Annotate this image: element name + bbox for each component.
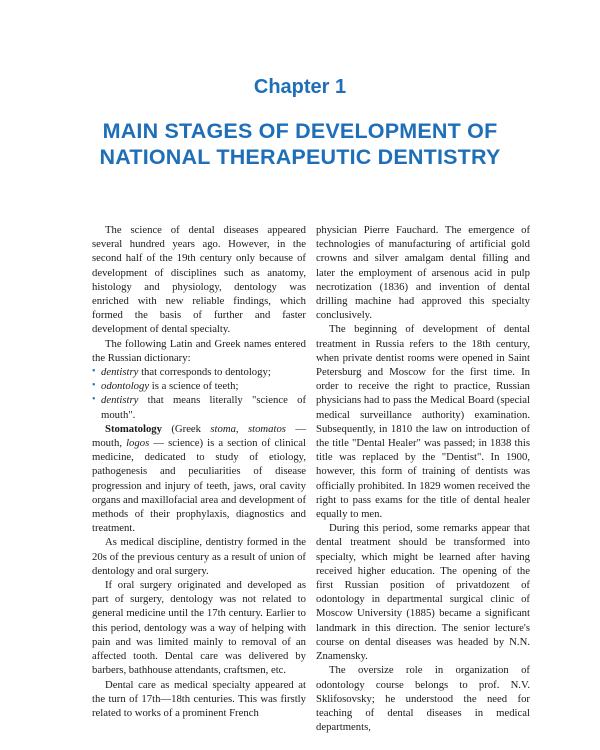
- chapter-title-line: NATIONAL THERAPEUTIC DENTISTRY: [99, 145, 501, 169]
- paragraph: Dental care as medical specialty appeared at the turn of 17th—18th centuries. This was firstly related to works of a prominent French: [92, 678, 306, 719]
- list-item: • dentistry that corresponds to dentology;: [92, 366, 271, 379]
- paragraph: Stomatology (Greek stoma, stomatos — mouth, logos — science) is a section of clinical medicine, dedicated to study of etiology, pathogenesis and peculiarities of disease progression and injury of teeth, jaws, oral cavity organs and maxillofacial area and development of methods of their prophylaxis, diagnostics and treatment.: [92, 422, 307, 535]
- chapter-label: Chapter 1: [253, 76, 347, 98]
- paragraph: During this period, some remarks appear that dental treatment should be transformed into specialty, which might be learned after having received higher education. The opening of the first Russian position of privatdozent of odontology in departmental surgical clinic of Moscow University (1885) became a significant landmark in this direction. The senior lecture's course on dental diseases was headed by N.N. Znamensky.: [316, 522, 530, 663]
- bullet-icon: •: [92, 380, 96, 392]
- chapter-title-line: MAIN STAGES OF DEVELOPMENT OF: [102, 119, 498, 143]
- chapter-title: [0, 118, 600, 170]
- paragraph: physician Pierre Fauchard. The emergence of technologies of manufacturing of artificial gold crowns and silver amalgam dental filling and later the employment of arsenous acid in pulp necrotization (1836) and invention of dental drilling machine had approved this specialty conclusively.: [316, 224, 530, 322]
- paragraph: The following Latin and Greek names entered the Russian dictionary:: [92, 337, 306, 364]
- left-column: [92, 223, 306, 720]
- bullet-list: [92, 365, 306, 422]
- list-item: • odontology is a science of teeth;: [92, 380, 239, 393]
- bullet-icon: •: [92, 394, 96, 406]
- bullet-icon: •: [92, 366, 96, 378]
- paragraph: As medical discipline, dentistry formed in the 20s of the previous century as a result of union of dentology and oral surgery.: [92, 536, 306, 577]
- term-stomatology: Stomatology: [105, 422, 162, 435]
- paragraph: The oversize role in organization of odontology course belongs to prof. N.V. Sklifosovsky; he understood the need for teaching of dental diseases in medical departments,: [316, 664, 530, 734]
- paragraph: The science of dental diseases appeared several hundred years ago. However, in the second half of the 19th century only because of development of disciplines such as anatomy, histology and physiology, dentology was enriched with new reliable findings, which formed the basis of further and faster development of dental specialty.: [92, 224, 306, 336]
- paragraph: If oral surgery originated and developed as part of surgery, dentology was not related to general medicine until the 17th century. Earlier to this period, dentology was a way of helping with pain and was limited mainly to removal of an affected tooth. Dental care was delivered by barbers, bathhouse attendants, craftsmen, etc.: [92, 579, 306, 677]
- list-item: • dentistry that means literally "science of mouth".: [92, 394, 306, 421]
- right-column: [316, 223, 530, 734]
- paragraph: The beginning of development of dental treatment in Russia refers to the 18th century, when private dentist rooms were opened in Saint Petersburg and Moscow for the first time. In order to receive the right to practice, Russian physicians had to pass the Medical Board (special medical surveillance authority) examination. Subsequently, in 1810 the law on introduction of the title "Dental Healer" was passed; in 1838 this title was replaced by the "Dentist". In 1900, however, this form of training of dentists was officially prohibited. In 1829 women received the right to pass exams for the title of dental healer equally to men.: [316, 323, 530, 521]
